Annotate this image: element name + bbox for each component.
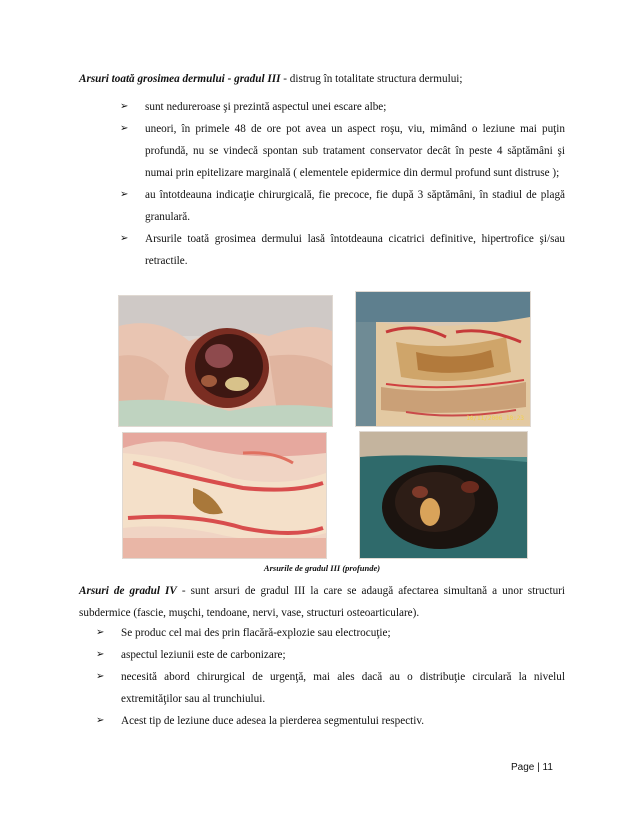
arrowhead-bullet-icon: ➢ <box>96 627 105 638</box>
burn-photo-abdomen <box>355 291 531 427</box>
grade3-title: Arsuri toată grosimea dermului - gradul III <box>79 73 281 85</box>
arrowhead-bullet-icon: ➢ <box>96 671 105 682</box>
list-item <box>120 184 565 228</box>
list-item-text: Acest tip de leziune duce adesea la pierderea segmentului respectiv. <box>121 715 425 727</box>
grade3-heading <box>79 70 565 89</box>
grade4-bullet-list <box>96 622 565 732</box>
arrowhead-bullet-icon: ➢ <box>120 123 129 134</box>
figure-caption: Arsurile de gradul III (profunde) <box>263 563 381 573</box>
list-item <box>120 118 565 184</box>
arrowhead-bullet-icon: ➢ <box>120 189 129 200</box>
list-item-text: necesită abord chirurgical de urgenţă, mai ales dacă au o distribuţie circulară la nivelul extremităţilor sau al trunchiului. <box>121 671 565 705</box>
burn-photo-foot <box>359 431 528 559</box>
list-item <box>120 96 565 118</box>
photo-timestamp: 10/11/2006 10:23 <box>466 415 524 422</box>
list-item <box>120 228 565 272</box>
list-item <box>96 622 565 644</box>
list-item <box>96 710 565 732</box>
list-item <box>96 666 565 710</box>
burn-photo-torso <box>118 295 333 427</box>
list-item-text: sunt nedureroase şi prezintă aspectul unei escare albe; <box>145 101 387 113</box>
arrowhead-bullet-icon: ➢ <box>120 101 129 112</box>
arrowhead-bullet-icon: ➢ <box>120 233 129 244</box>
grade4-title: Arsuri de gradul IV <box>79 585 177 597</box>
burn-photo-limb <box>122 432 327 559</box>
list-item-text: Arsurile toată grosimea dermului lasă întotdeauna cicatrici definitive, hipertrofice şi/sau retractile. <box>145 233 565 267</box>
grade4-intro: - sunt arsuri de gradul III la care se adaugă afectarea simultană a unor structuri subdermice (fascie, muşchi, tendoane, nervi, vase, structuri osteoarticulare). <box>79 585 565 619</box>
list-item-text: uneori, în primele 48 de ore pot avea un aspect roşu, viu, mimând o leziune mai puţin profundă, nu se vindecă spontan sub tratament conservator decât în peste 4 săptămâni şi numai prin epitelizare marginală ( elementele epidermice din dermul profund sunt distruse ); <box>145 123 565 179</box>
list-item-text: au întotdeauna indicaţie chirurgicală, fie precoce, fie după 3 săptămâni, în stadiul de plagă granulară. <box>145 189 565 223</box>
list-item-text: aspectul leziunii este de carbonizare; <box>121 649 286 661</box>
list-item-text: Se produc cel mai des prin flacără-explozie sau electrocuţie; <box>121 627 391 639</box>
arrowhead-bullet-icon: ➢ <box>96 649 105 660</box>
arrowhead-bullet-icon: ➢ <box>96 715 105 726</box>
grade3-intro: - distrug în totalitate structura dermului; <box>280 73 463 85</box>
grade3-bullet-list <box>120 96 565 272</box>
list-item <box>96 644 565 666</box>
page-number: Page | 11 <box>511 762 553 773</box>
grade4-paragraph <box>79 580 565 624</box>
